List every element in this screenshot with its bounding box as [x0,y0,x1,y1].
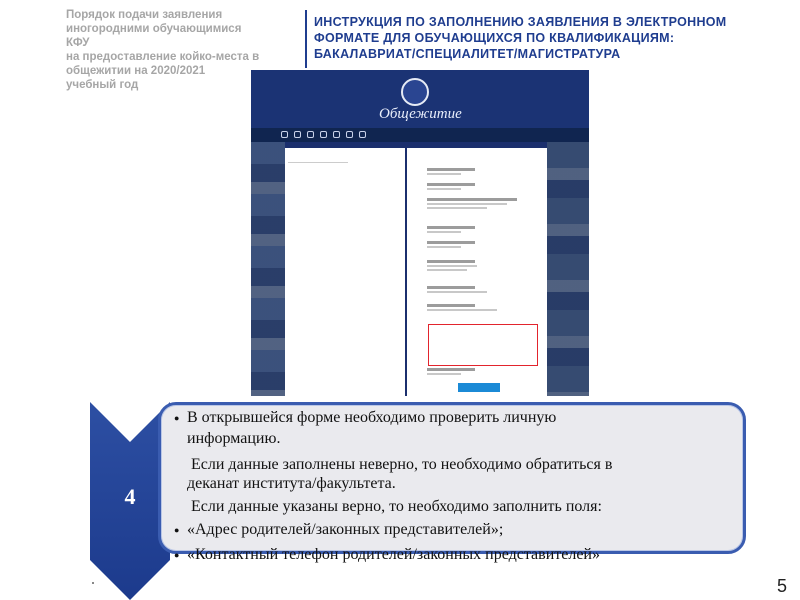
instruction-text: «Контактный телефон родителей/законных представителей» [187,546,600,563]
settings-icon [333,131,340,138]
form-field [427,286,527,293]
site-logo-text: Общежитие [379,106,462,122]
step-number: 4 [124,484,136,509]
subtitle-line: на предоставление койко-места в [66,51,260,63]
slide-title [314,14,794,62]
instruction-text: информацию. [187,430,281,447]
user-icon [307,131,314,138]
submit-button[interactable] [458,383,500,392]
bullet-icon: ● [174,525,180,535]
university-logo-icon [401,78,429,106]
form-field [427,368,527,375]
instruction-box [158,402,746,563]
site-header [251,70,589,128]
instruction-text: Если данные указаны верно, то необходимо заполнить поля: [191,498,602,515]
form-field [427,241,527,248]
form-field [427,260,527,271]
form-field [427,226,527,233]
title-line: БАКАЛАВРИАТ/СПЕЦИАЛИТЕТ/МАГИСТРАТУРА [314,47,621,61]
subtitle-line: общежитии на 2020/2021 [66,65,206,77]
instruction-text: «Адрес родителей/законных представителей»; [187,521,504,538]
instruction-text: Если данные заполнены неверно, то необходимо обратиться в [191,456,613,473]
info-icon [359,131,366,138]
page-number: 5 [777,576,788,596]
bullet-icon: ● [174,413,180,423]
title-divider [305,10,307,68]
subtitle-line: иногородними обучающимися [66,23,242,35]
form-field [427,198,527,209]
website-screenshot [251,70,589,396]
sidebar-divider [288,162,348,163]
form-field [427,304,527,311]
form-field [427,183,527,190]
site-sidebar [285,148,405,396]
subtitle-line: учебный год [66,79,139,91]
background-photo-left [251,142,285,396]
site-toolbar [251,128,589,142]
back-icon [281,131,288,138]
subtitle-line: Порядок подачи заявления [66,9,223,21]
subtitle-line: КФУ [66,37,90,49]
highlighted-fields-frame [428,324,538,366]
mail-icon [346,131,353,138]
bullet-icon: ● [174,550,180,560]
title-line: ИНСТРУКЦИЯ ПО ЗАПОЛНЕНИЮ ЗАЯВЛЕНИЯ В ЭЛЕКТРОННОМ [314,15,727,29]
home-icon [294,131,301,138]
decorative-dot [92,582,94,584]
title-line: ФОРМАТЕ ДЛЯ ОБУЧАЮЩИХСЯ ПО КВАЛИФИКАЦИЯМ: [314,31,675,45]
form-field [427,168,527,175]
background-photo-right [547,142,589,396]
instruction-text: деканат института/факультета. [187,475,396,492]
instruction-text: В открывшейся форме необходимо проверить личную [187,409,557,426]
search-icon [320,131,327,138]
